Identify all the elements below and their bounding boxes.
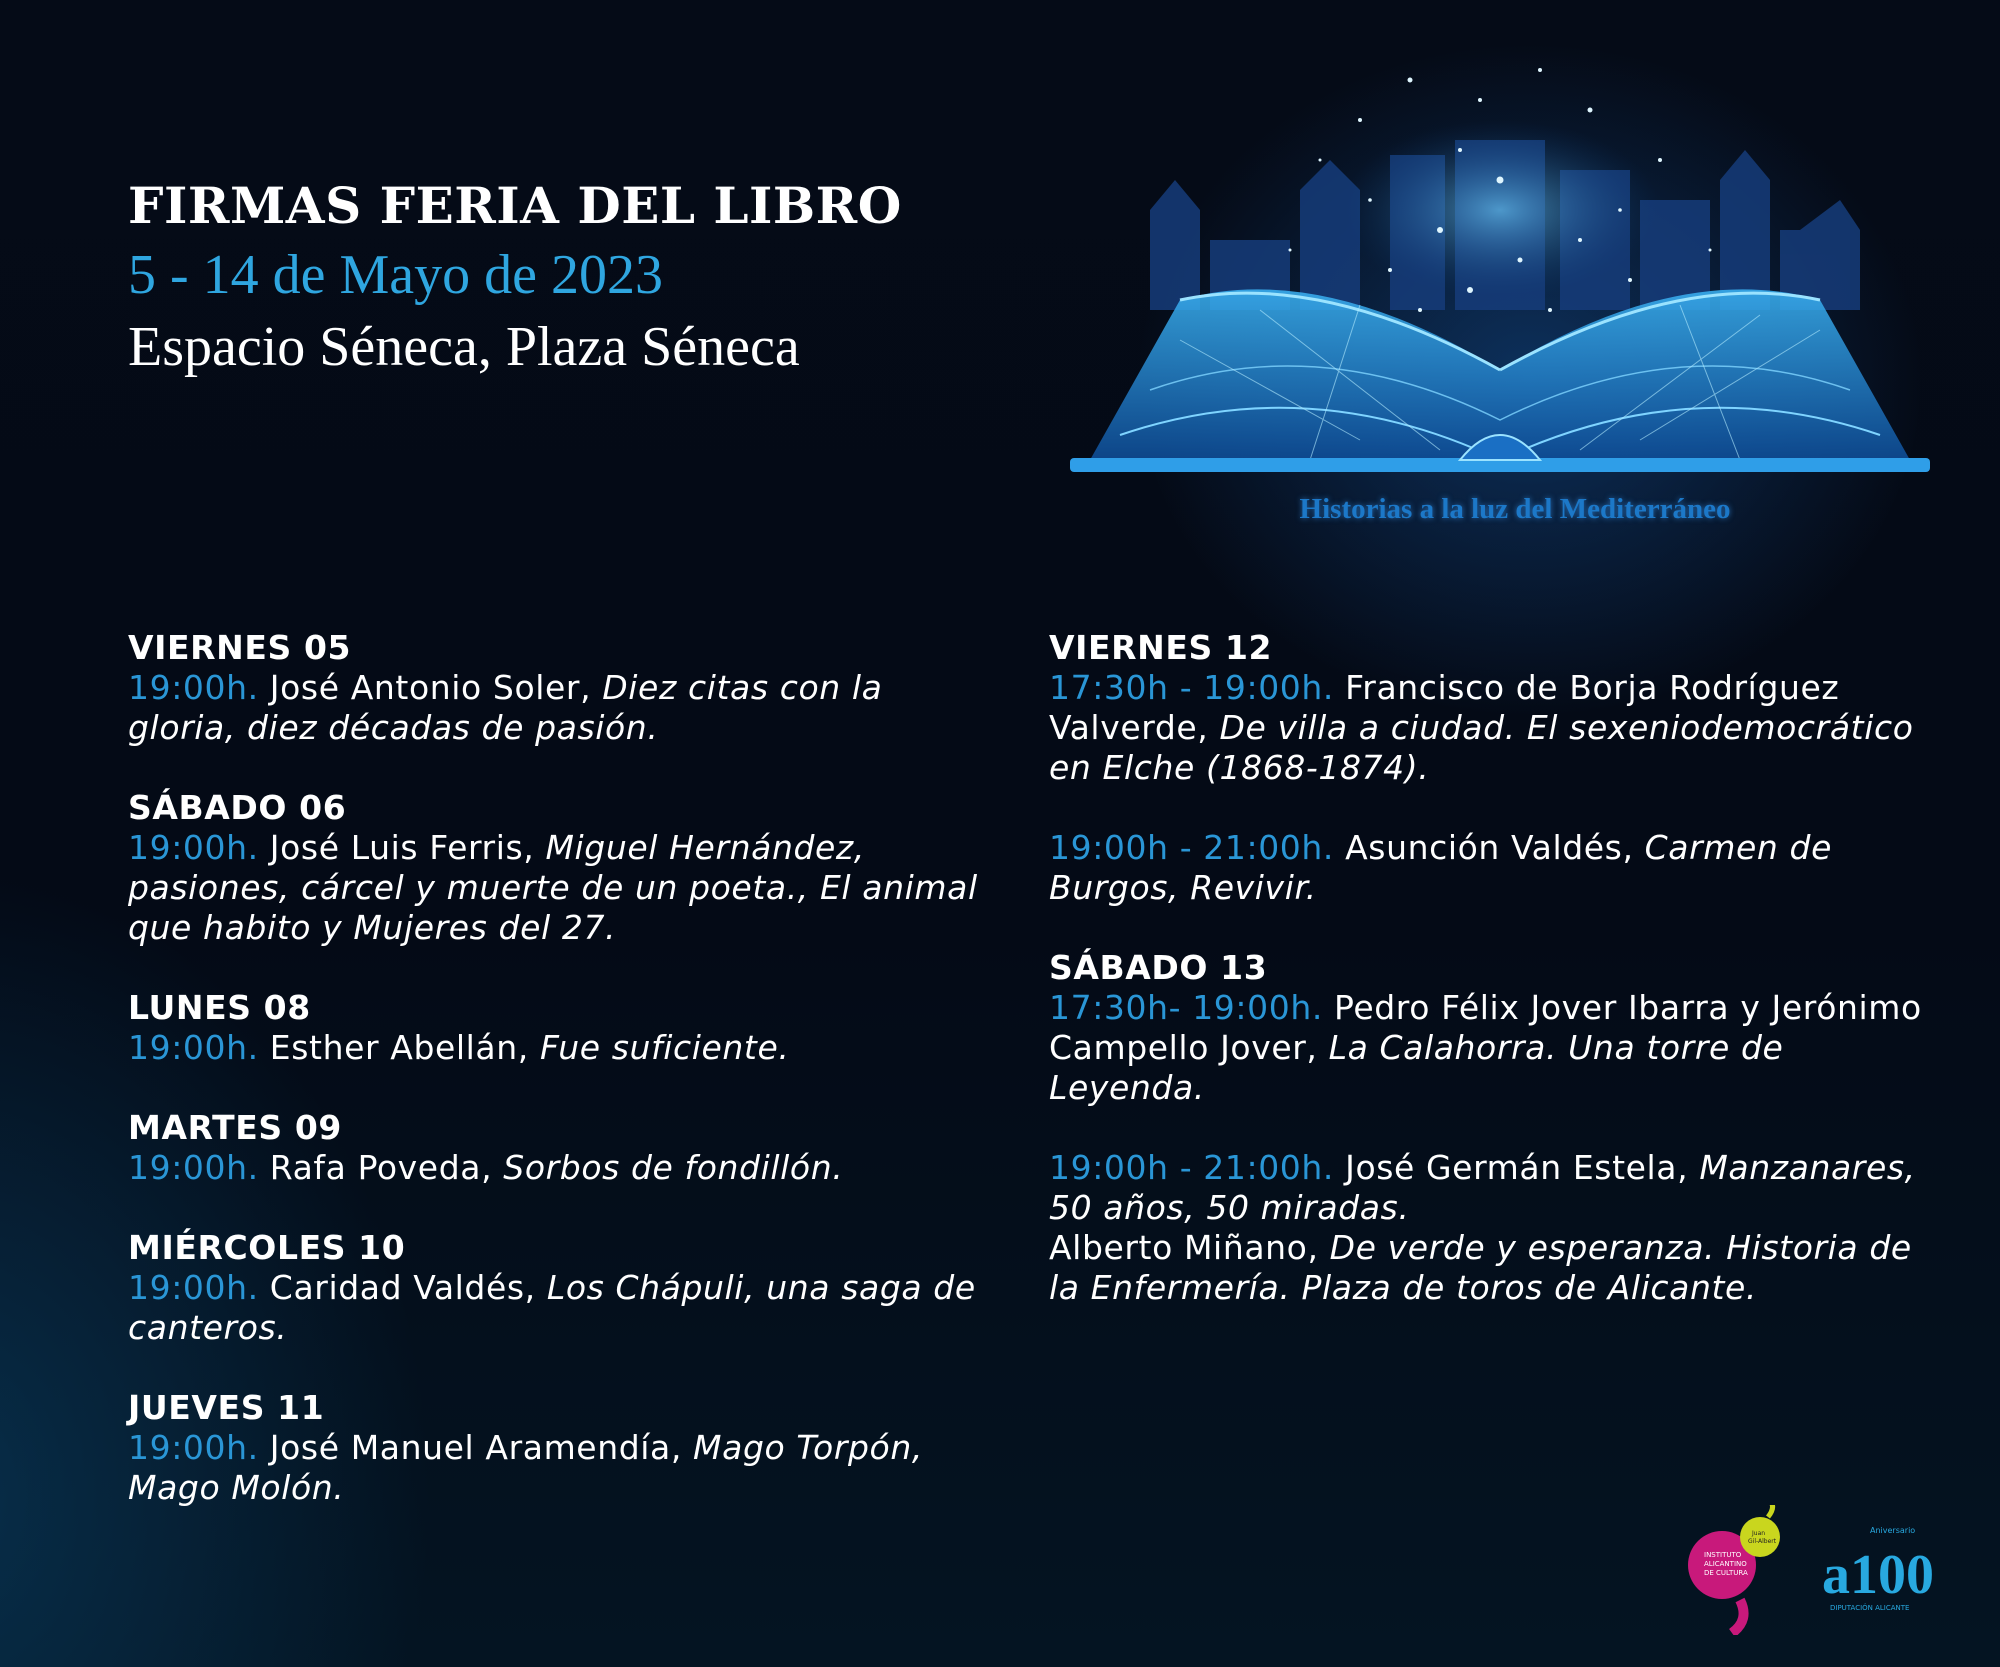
book-title: Mago Torpón, Mago Molón.	[128, 1428, 923, 1507]
day-block	[128, 988, 988, 1068]
day-heading: VIERNES 05	[128, 628, 352, 667]
day-heading: VIERNES 12	[1049, 628, 1273, 667]
book-title: Fue suficiente.	[539, 1028, 790, 1067]
book-city-illustration	[1060, 40, 1980, 560]
signing-author: José Manuel Aramendía,	[258, 1428, 694, 1467]
signing-entry	[1049, 668, 1949, 788]
day-heading: MIÉRCOLES 10	[128, 1228, 406, 1267]
signing-entry	[128, 1148, 988, 1188]
open-book	[1070, 289, 1930, 472]
signing-entry	[1049, 988, 1949, 1108]
institute-line-5: Gil-Albert	[1748, 1538, 1777, 1545]
signing-time: 17:30h- 19:00h.	[1049, 988, 1323, 1027]
signing-entry	[128, 828, 988, 948]
signing-time: 19:00h - 21:00h.	[1049, 1148, 1335, 1187]
artwork-tagline: Historias a la luz del Mediterráneo	[1299, 493, 1731, 525]
signing-author: Asunción Valdés,	[1334, 828, 1645, 867]
book-title: Miguel Hernández, pasiones, cárcel y muerte de un poeta., El animal que habito y Mujeres del 27.	[128, 828, 978, 947]
day-heading: SÁBADO 06	[128, 788, 347, 827]
day-block	[128, 1388, 988, 1508]
signing-author: José Luis Ferris,	[258, 828, 546, 867]
signing-entry	[1049, 1148, 1949, 1308]
signing-time: 19:00h.	[128, 1148, 259, 1187]
book-title: De villa a ciudad. El sexeniodemocrático en Elche (1868-1874).	[1049, 708, 1914, 787]
schedule-left-column	[128, 628, 988, 1548]
day-block	[1049, 948, 1949, 1308]
signing-time: 19:00h.	[128, 828, 259, 867]
signing-entry	[1049, 828, 1949, 908]
day-heading: LUNES 08	[128, 988, 311, 1027]
book-title: Los Chápuli, una saga de canteros.	[128, 1268, 976, 1347]
signing-time: 19:00h.	[128, 1268, 259, 1307]
signing-time: 19:00h - 21:00h.	[1049, 828, 1335, 867]
day-block	[128, 628, 988, 748]
signing-time: 19:00h.	[128, 1428, 259, 1467]
institute-logo	[1688, 1505, 1780, 1633]
anniversary-logo	[1822, 1526, 1934, 1612]
book-title: Sorbos de fondillón.	[503, 1148, 844, 1187]
day-block	[128, 1108, 988, 1188]
signing-author: Alberto Miñano,	[1049, 1228, 1330, 1267]
anniversary-label: Aniversario	[1870, 1526, 1916, 1535]
day-heading: JUEVES 11	[128, 1388, 325, 1427]
signing-entry	[128, 1428, 988, 1508]
event-dates: 5 - 14 de Mayo de 2023	[128, 244, 664, 306]
schedule-right-column	[1049, 628, 1949, 1348]
event-venue: Espacio Séneca, Plaza Séneca	[128, 315, 800, 378]
day-heading: SÁBADO 13	[1049, 948, 1268, 987]
signing-author: José Antonio Soler,	[258, 668, 603, 707]
signing-author: Francisco de Borja Rodríguez Valverde,	[1049, 668, 1840, 747]
signing-time: 19:00h.	[128, 668, 259, 707]
signing-entry	[128, 668, 988, 748]
institute-line-2: ALICANTINO	[1704, 1560, 1747, 1568]
day-block	[128, 788, 988, 948]
day-block	[128, 1228, 988, 1348]
institute-line-4: Juan	[1752, 1530, 1766, 1537]
book-title: La Calahorra. Una torre de Leyenda.	[1049, 1028, 1784, 1107]
signing-author: Caridad Valdés,	[258, 1268, 547, 1307]
book-title: Diez citas con la gloria, diez décadas de pasión.	[128, 668, 883, 747]
signing-time: 17:30h - 19:00h.	[1049, 668, 1335, 707]
header	[128, 178, 902, 378]
anniversary-sub: DIPUTACIÓN ALICANTE	[1830, 1604, 1910, 1612]
signing-entry	[128, 1268, 988, 1348]
institute-line-1: INSTITUTO	[1704, 1551, 1742, 1559]
book-title: Manzanares, 50 años, 50 miradas.	[1049, 1148, 1916, 1227]
signing-author: José Germán Estela,	[1334, 1148, 1700, 1187]
book-title: Carmen de Burgos, Revivir.	[1049, 828, 1832, 907]
day-block	[1049, 628, 1949, 908]
sponsor-logos	[1680, 1505, 1940, 1635]
book-title: De verde y esperanza. Historia de la Enfermería. Plaza de toros de Alicante.	[1049, 1228, 1912, 1307]
signing-author: Rafa Poveda,	[258, 1148, 504, 1187]
svg-text:a100: a100	[1822, 1544, 1934, 1606]
signing-time: 19:00h.	[128, 1028, 259, 1067]
signing-author: Pedro Félix Jover Ibarra y Jerónimo Campello Jover,	[1049, 988, 1922, 1067]
signing-entry	[128, 1028, 988, 1068]
day-heading: MARTES 09	[128, 1108, 342, 1147]
page-title: FIRMAS FERIA DEL LIBRO	[128, 176, 902, 235]
institute-line-3: DE CULTURA	[1704, 1569, 1748, 1577]
signing-author: Esther Abellán,	[258, 1028, 540, 1067]
